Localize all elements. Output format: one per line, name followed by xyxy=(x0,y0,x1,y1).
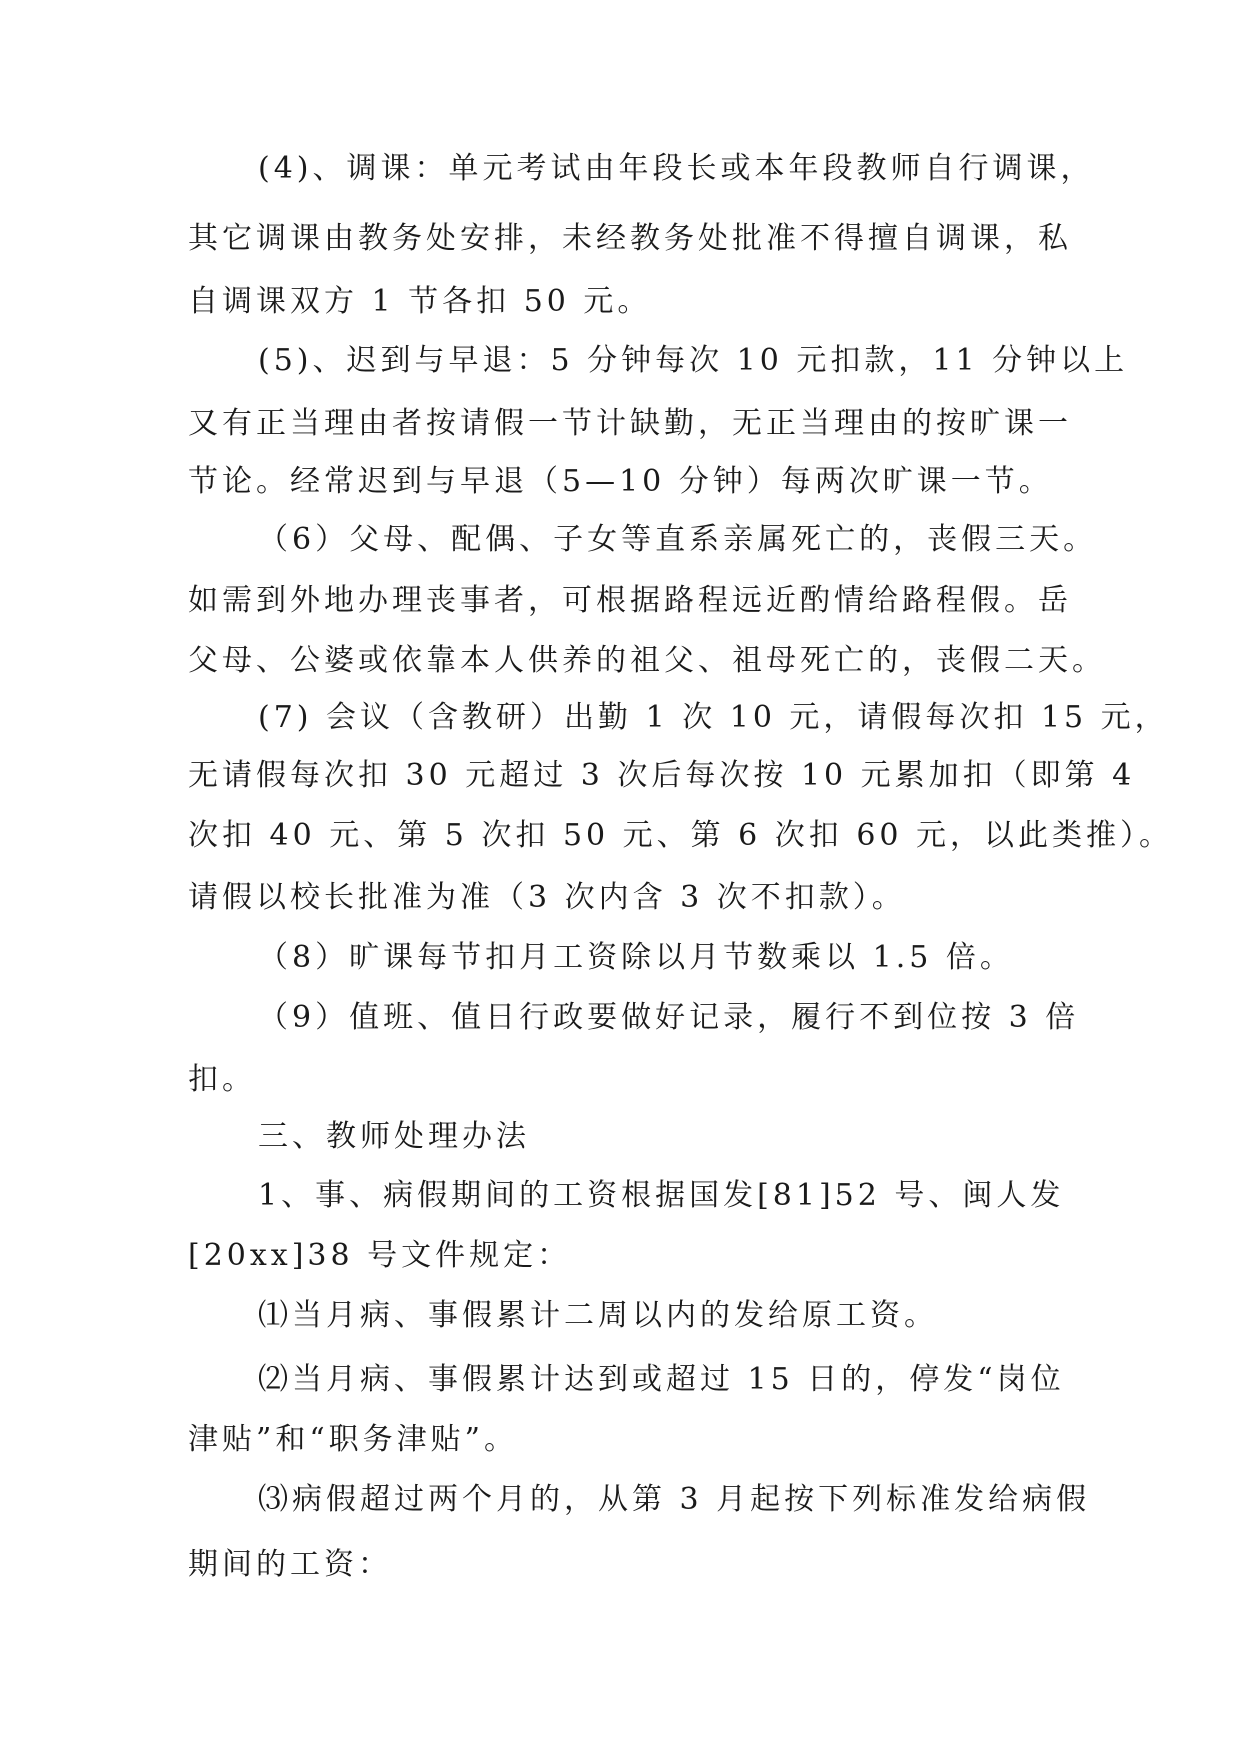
text-line: 父母、公婆或依靠本人供养的祖父、祖母死亡的，丧假二天。 xyxy=(188,643,1106,678)
text-line: 其它调课由教务处安排，未经教务处批准不得擅自调课，私 xyxy=(188,221,1072,256)
text-line: 津贴”和“职务津贴”。 xyxy=(188,1422,519,1457)
text-line: [20xx]38 号文件规定： xyxy=(188,1238,572,1273)
text-line: (5)、迟到与早退：5 分钟每次 10 元扣款，11 分钟以上 xyxy=(258,343,1129,378)
text-line: 1、事、病假期间的工资根据国发[81]52 号、闽人发 xyxy=(258,1178,1065,1213)
text-line: 节论。经常迟到与早退（5—10 分钟）每两次旷课一节。 xyxy=(188,464,1053,499)
text-line: (4)、调课：单元考试由年段长或本年段教师自行调课， xyxy=(258,151,1095,186)
text-line: 请假以校长批准为准（3 次内含 3 次不扣款）。 xyxy=(188,880,906,915)
text-line: ⑴当月病、事假累计二周以内的发给原工资。 xyxy=(258,1298,938,1333)
text-line: 自调课双方 1 节各扣 50 元。 xyxy=(188,284,652,319)
section-heading: 三、教师处理办法 xyxy=(258,1119,530,1154)
text-line: 又有正当理由者按请假一节计缺勤，无正当理由的按旷课一 xyxy=(188,406,1072,441)
text-line: 扣。 xyxy=(188,1062,256,1097)
text-line: 如需到外地办理丧事者，可根据路程远近酌情给路程假。岳 xyxy=(188,583,1072,618)
text-line: ⑶病假超过两个月的，从第 3 月起按下列标准发给病假 xyxy=(258,1482,1091,1517)
text-line: 无请假每次扣 30 元超过 3 次后每次按 10 元累加扣（即第 4 xyxy=(188,758,1136,793)
text-line: 次扣 40 元、第 5 次扣 50 元、第 6 次扣 60 元，以此类推）。 xyxy=(188,818,1174,853)
text-line: （6）父母、配偶、子女等直系亲属死亡的，丧假三天。 xyxy=(258,522,1098,557)
text-line: ⑵当月病、事假累计达到或超过 15 日的，停发“岗位 xyxy=(258,1362,1065,1397)
text-line: (7) 会议（含教研）出勤 1 次 10 元，请假每次扣 15 元， xyxy=(258,700,1169,735)
text-line: 期间的工资： xyxy=(188,1547,392,1582)
text-line: （8）旷课每节扣月工资除以月节数乘以 1.5 倍。 xyxy=(258,940,1014,975)
text-line: （9）值班、值日行政要做好记录，履行不到位按 3 倍 xyxy=(258,1000,1080,1035)
